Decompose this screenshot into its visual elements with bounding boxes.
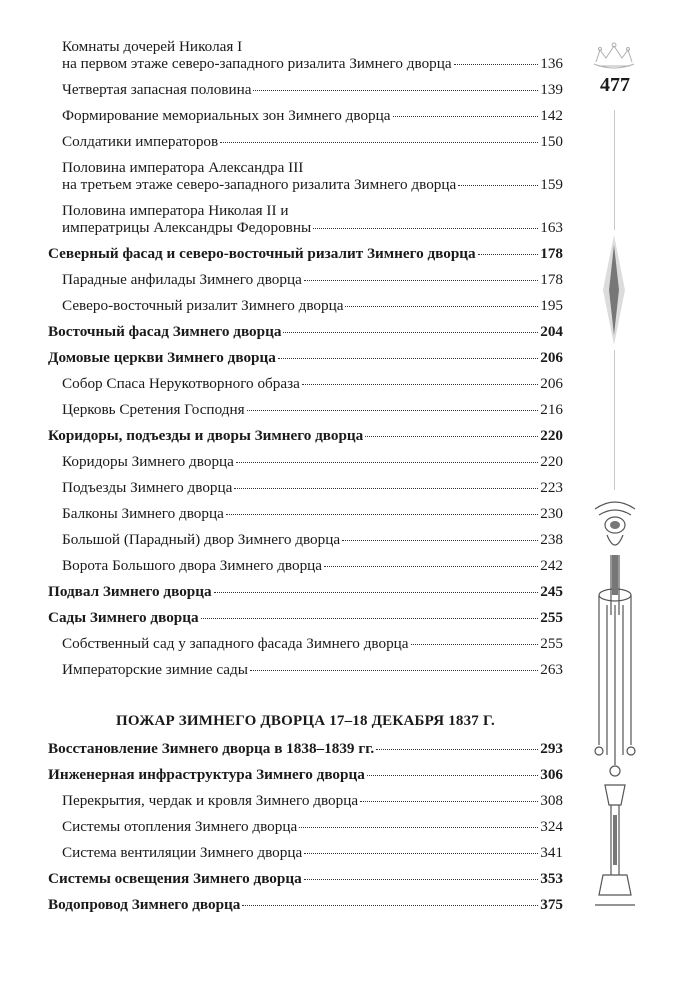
toc-page-number: 308 [540, 792, 563, 809]
decorative-line [614, 350, 615, 490]
toc-entry-title: на третьем этаже северо-западного ризалита Зимнего дворца [62, 176, 457, 193]
toc-subentry [48, 531, 563, 548]
dot-leader [278, 358, 538, 359]
toc-chapter-entry [48, 427, 563, 444]
dot-leader [360, 801, 538, 802]
page-number: 477 [600, 74, 630, 96]
toc-page-number: 216 [540, 401, 563, 418]
dot-leader [234, 488, 538, 489]
toc-page-number: 204 [540, 323, 563, 340]
toc-entry-title: Солдатики императоров [62, 133, 219, 150]
toc-page-number: 293 [540, 740, 563, 757]
toc-page-number: 195 [540, 297, 563, 314]
toc-page-number: 306 [540, 766, 563, 783]
dot-leader [302, 384, 538, 385]
candelabrum-ornament [585, 495, 645, 915]
toc-entry-title: Перекрытия, чердак и кровля Зимнего дворца [62, 792, 359, 809]
toc-entry-title: Подъезды Зимнего дворца [62, 479, 233, 496]
toc-page-number: 238 [540, 531, 563, 548]
dot-leader [342, 540, 538, 541]
dot-leader [458, 185, 538, 186]
toc-page-number: 242 [540, 557, 563, 574]
toc-entry-title: Северный фасад и северо-восточный ризалит Зимнего дворца [48, 245, 476, 262]
dot-leader [324, 566, 538, 567]
toc-entry-title: Ворота Большого двора Зимнего дворца [62, 557, 323, 574]
toc-page-number: 150 [540, 133, 563, 150]
toc-subentry [48, 401, 563, 418]
toc-list-upper [48, 38, 563, 678]
toc-page-number: 230 [540, 505, 563, 522]
dot-leader [283, 332, 538, 333]
toc-page-number: 206 [540, 375, 563, 392]
toc-page-number: 223 [540, 479, 563, 496]
toc-page-number: 136 [540, 55, 563, 72]
toc-entry-title: императрицы Александры Федоровны [62, 219, 312, 236]
dot-leader [250, 670, 538, 671]
toc-entry-title: Церковь Сретения Господня [62, 401, 245, 418]
toc-entry-title: Коридоры Зимнего дворца [62, 453, 234, 470]
toc-subentry [48, 38, 563, 72]
toc-entry-title: Четвертая запасная половина [62, 81, 252, 98]
dot-leader [345, 306, 538, 307]
toc-chapter-entry [48, 583, 563, 600]
dot-leader [367, 775, 538, 776]
toc-page-number: 375 [540, 896, 563, 913]
toc-subentry [48, 159, 563, 193]
toc-entry-title: Водопровод Зимнего дворца [48, 896, 241, 913]
dot-leader [393, 116, 539, 117]
dot-leader [247, 410, 539, 411]
toc-page-number: 353 [540, 870, 563, 887]
toc-subentry [48, 661, 563, 678]
toc-page-number: 159 [540, 176, 563, 193]
section-heading: ПОЖАР ЗИМНЕГО ДВОРЦА 17–18 ДЕКАБРЯ 1837 Г. [116, 713, 495, 729]
dot-leader [365, 436, 538, 437]
toc-page-number: 206 [540, 349, 563, 366]
toc-page-number: 142 [540, 107, 563, 124]
toc-page-number: 139 [540, 81, 563, 98]
toc-page-number: 178 [540, 271, 563, 288]
toc-chapter-entry [48, 609, 563, 626]
toc-subentry [48, 818, 563, 835]
dot-leader [411, 644, 539, 645]
decorative-line [614, 110, 615, 230]
toc-entry-title: Сады Зимнего дворца [48, 609, 199, 626]
dot-leader [313, 228, 538, 229]
toc-entry-title: Собственный сад у западного фасада Зимнего дворца [62, 635, 409, 652]
toc-subentry [48, 271, 563, 288]
toc-subentry [48, 557, 563, 574]
toc-chapter-entry [48, 766, 563, 783]
toc-entry-title: Домовые церкви Зимнего дворца [48, 349, 276, 366]
toc-entry-title-line: Половина императора Александра III [62, 159, 304, 176]
dot-leader [214, 592, 539, 593]
toc-subentry [48, 453, 563, 470]
dot-leader [226, 514, 538, 515]
dot-leader [376, 749, 538, 750]
toc-entry-title: на первом этаже северо-западного ризалита Зимнего дворца [62, 55, 452, 72]
toc-chapter-entry [48, 349, 563, 366]
dot-leader [299, 827, 538, 828]
toc-page-number: 245 [540, 583, 563, 600]
toc-entry-title: Парадные анфилады Зимнего дворца [62, 271, 302, 288]
toc-subentry [48, 133, 563, 150]
dot-leader [478, 254, 539, 255]
toc-subentry [48, 844, 563, 861]
toc-chapter-entry [48, 740, 563, 757]
dot-leader [304, 280, 538, 281]
dot-leader [304, 879, 539, 880]
toc-page-number: 341 [540, 844, 563, 861]
toc-entry-title: Инженерная инфраструктура Зимнего дворца [48, 766, 365, 783]
toc-entry-title: Подвал Зимнего дворца [48, 583, 212, 600]
diamond-ornament [603, 235, 625, 345]
toc-entry-title: Системы отопления Зимнего дворца [62, 818, 298, 835]
dot-leader [201, 618, 539, 619]
crown-ornament [588, 42, 640, 72]
toc-subentry [48, 792, 563, 809]
toc-entry-title: Большой (Парадный) двор Зимнего дворца [62, 531, 341, 548]
dot-leader [304, 853, 538, 854]
toc-subentry [48, 635, 563, 652]
toc-page-number: 263 [540, 661, 563, 678]
dot-leader [242, 905, 538, 906]
toc-chapter-entry [48, 323, 563, 340]
toc-entry-title-line: Половина императора Николая II и [62, 202, 289, 219]
toc-entry-title: Императорские зимние сады [62, 661, 248, 678]
toc-page-number: 324 [540, 818, 563, 835]
toc-subentry [48, 479, 563, 496]
toc-entry-title: Система вентиляции Зимнего дворца [62, 844, 303, 861]
toc-page-number: 163 [540, 219, 563, 236]
toc-page-number: 255 [540, 609, 563, 626]
toc-chapter-entry [48, 870, 563, 887]
toc-page-number: 178 [540, 245, 563, 262]
toc-page-number: 255 [540, 635, 563, 652]
toc-subentry [48, 297, 563, 314]
toc-subentry [48, 107, 563, 124]
toc-entry-title: Восстановление Зимнего дворца в 1838–1839 гг. [48, 740, 375, 757]
toc-subentry [48, 375, 563, 392]
toc-list-lower [48, 740, 563, 913]
dot-leader [454, 64, 539, 65]
toc-subentry [48, 505, 563, 522]
toc-chapter-entry [48, 896, 563, 913]
toc-entry-title: Системы освещения Зимнего дворца [48, 870, 302, 887]
toc-entry-title: Восточный фасад Зимнего дворца [48, 323, 282, 340]
toc-entry-title: Собор Спаса Нерукотворного образа [62, 375, 300, 392]
dot-leader [253, 90, 538, 91]
dot-leader [220, 142, 538, 143]
dot-leader [236, 462, 538, 463]
toc-page-number: 220 [540, 453, 563, 470]
toc-subentry [48, 202, 563, 236]
toc-chapter-entry [48, 245, 563, 262]
toc-subentry [48, 81, 563, 98]
toc-entry-title: Коридоры, подъезды и дворы Зимнего дворца [48, 427, 364, 444]
toc-page-number: 220 [540, 427, 563, 444]
toc-entry-title-line: Комнаты дочерей Николая I [62, 38, 243, 55]
toc-entry-title: Формирование мемориальных зон Зимнего дворца [62, 107, 391, 124]
toc-entry-title: Балконы Зимнего дворца [62, 505, 224, 522]
toc-entry-title: Северо-восточный ризалит Зимнего дворца [62, 297, 344, 314]
